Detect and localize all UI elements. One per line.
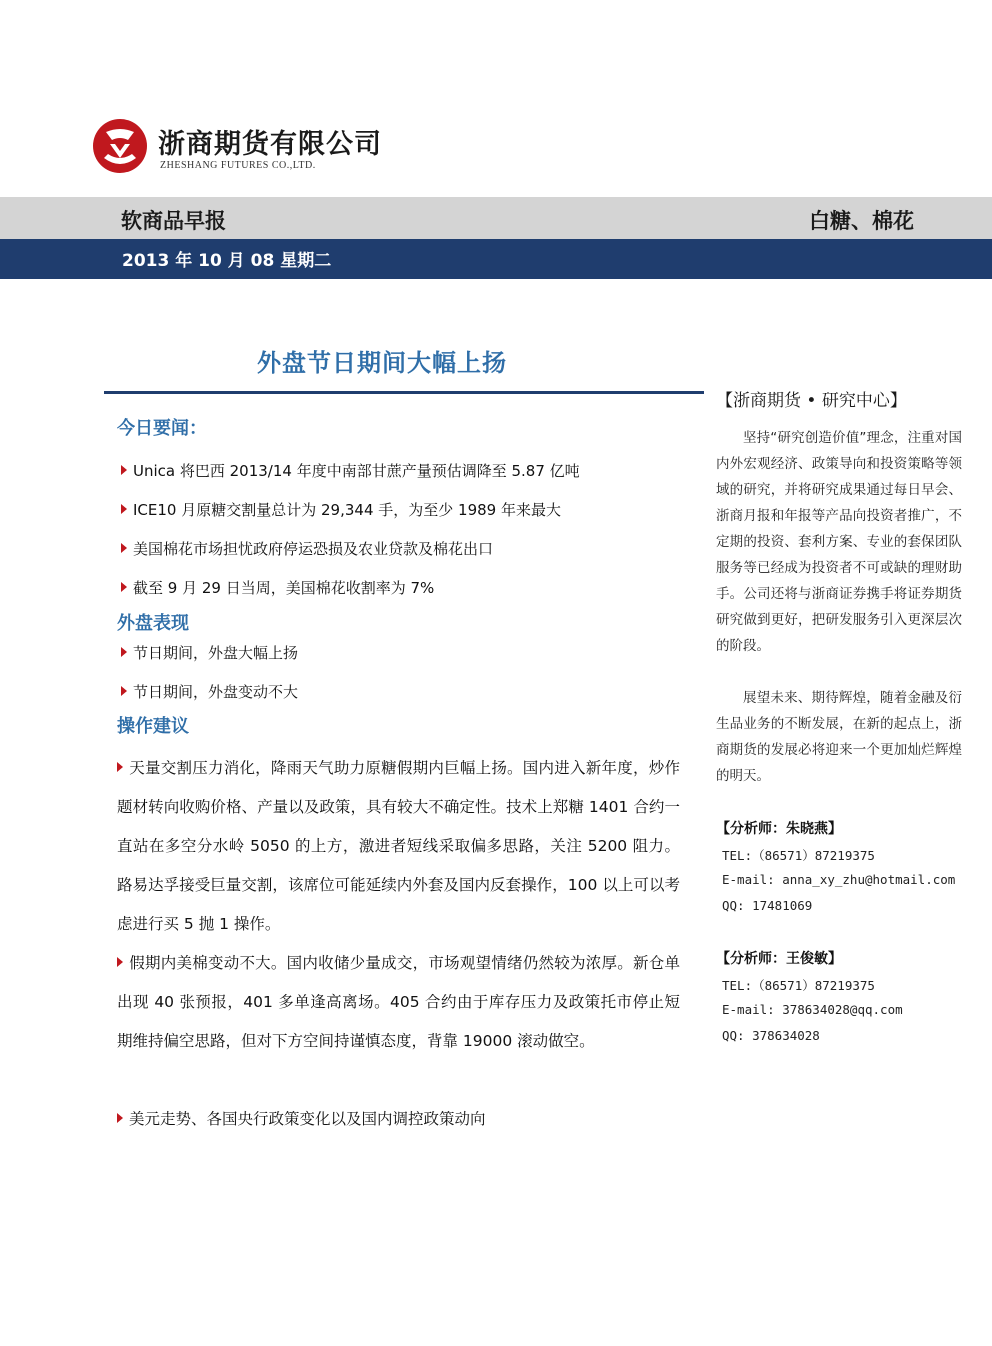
logo-chinese-name: 浙商期货有限公司 bbox=[158, 129, 382, 160]
news-item bbox=[121, 538, 493, 559]
advice-paragraph-text: 假期内美棉变动不大。国内收储少量成交，市场观望情绪仍然较为浓厚。新仓单出现 40 张预报，401 多单逢高离场。405 合约由于库存压力及政策托市停止短期维持偏空思路，但对下方空间持谨慎态度，背靠 19000 滚动做空。 bbox=[117, 954, 680, 1050]
report-topic: 白糖、棉花 bbox=[809, 209, 914, 233]
company-logo bbox=[92, 118, 382, 180]
analyst-name: 【分析师：朱晓燕】 bbox=[716, 821, 842, 837]
analyst-tel: TEL:（86571）87219375 bbox=[722, 848, 875, 863]
sidebar-outlook: 展望未来、期待辉煌，随着金融及衍生品业务的不断发展，在新的起点上，浙商期货的发展必将迎来一个更加灿烂辉煌的明天。 bbox=[716, 690, 962, 784]
analyst-tel: TEL:（86571）87219375 bbox=[722, 978, 875, 993]
bullet-arrow-icon bbox=[121, 504, 127, 514]
bullet-arrow-icon bbox=[121, 543, 127, 553]
headline-divider bbox=[104, 391, 704, 394]
advice-paragraph-risk bbox=[117, 1100, 680, 1139]
section-title-advice: 操作建议 bbox=[117, 716, 189, 737]
news-item-text: 截至 9 月 29 日当周，美国棉花收割率为 7% bbox=[133, 579, 435, 597]
analyst-email[interactable]: E-mail: anna_xy_zhu@hotmail.com bbox=[722, 872, 956, 887]
news-item-text: ICE10 月原糖交割量总计为 29,344 手，为至少 1989 年来最大 bbox=[133, 501, 561, 519]
news-item bbox=[121, 499, 561, 520]
report-date: 2013 年 10 月 08 星期二 bbox=[122, 251, 332, 271]
analyst-qq: QQ: 378634028 bbox=[722, 1028, 820, 1043]
analyst-name: 【分析师：王俊敏】 bbox=[716, 951, 842, 967]
overseas-item bbox=[121, 642, 298, 663]
section-title-overseas: 外盘表现 bbox=[117, 613, 189, 634]
bullet-arrow-icon bbox=[121, 686, 127, 696]
sidebar-title: 【浙商期货 • 研究中心】 bbox=[716, 391, 907, 411]
news-item bbox=[121, 577, 434, 598]
analyst-email[interactable]: E-mail: 378634028@qq.com bbox=[722, 1002, 903, 1017]
news-item bbox=[121, 460, 580, 481]
overseas-item-text: 节日期间，外盘变动不大 bbox=[133, 683, 299, 701]
bullet-arrow-icon bbox=[121, 647, 127, 657]
bullet-arrow-icon bbox=[121, 582, 127, 592]
bullet-arrow-icon bbox=[121, 465, 127, 475]
advice-paragraph-text: 天量交割压力消化，降雨天气助力原糖假期内巨幅上扬。国内进入新年度，炒作题材转向收购价格、产量以及政策，具有较大不确定性。技术上郑糖 1401 合约一直站在多空分水岭 5050 的上方，激进者短线采取偏多思路，关注 5200 阻力。路易达孚接受巨量交割，该席位可能延续内外套及国内反套操作，100 以上可以考虑进行买 5 抛 1 操作。 bbox=[117, 759, 680, 933]
news-item-text: 美国棉花市场担忧政府停运恐损及农业贷款及棉花出口 bbox=[133, 540, 494, 558]
advice-paragraph-cotton bbox=[117, 944, 680, 1061]
sidebar-intro: 坚持“研究创造价值”理念，注重对国内外宏观经济、政策导向和投资策略等领域的研究，并将研究成果通过每日早会、浙商月报和年报等产品向投资者推广，不定期的投资、套利方案、专业的套保团队服务等已经成为投资者不可或缺的理财助手。公司还将与浙商证券携手将证券期货研究做到更好，把研发服务引入更深层次的阶段。 bbox=[716, 430, 962, 654]
analyst-qq: QQ: 17481069 bbox=[722, 898, 813, 913]
bullet-arrow-icon bbox=[117, 957, 123, 967]
overseas-item bbox=[121, 681, 298, 702]
report-name: 软商品早报 bbox=[121, 209, 226, 233]
logo-mark-icon bbox=[92, 118, 148, 174]
news-item-text: Unica 将巴西 2013/14 年度中南部甘蔗产量预估调降至 5.87 亿吨 bbox=[133, 462, 580, 480]
advice-paragraph-text: 美元走势、各国央行政策变化以及国内调控政策动向 bbox=[129, 1110, 486, 1128]
bullet-arrow-icon bbox=[117, 762, 123, 772]
advice-paragraph-sugar bbox=[117, 749, 680, 944]
bullet-arrow-icon bbox=[117, 1113, 123, 1123]
section-title-news: 今日要闻： bbox=[117, 418, 207, 439]
headline: 外盘节日期间大幅上扬 bbox=[257, 349, 507, 377]
logo-english-name: ZHESHANG FUTURES CO.,LTD. bbox=[160, 160, 316, 171]
overseas-item-text: 节日期间，外盘大幅上扬 bbox=[133, 644, 299, 662]
